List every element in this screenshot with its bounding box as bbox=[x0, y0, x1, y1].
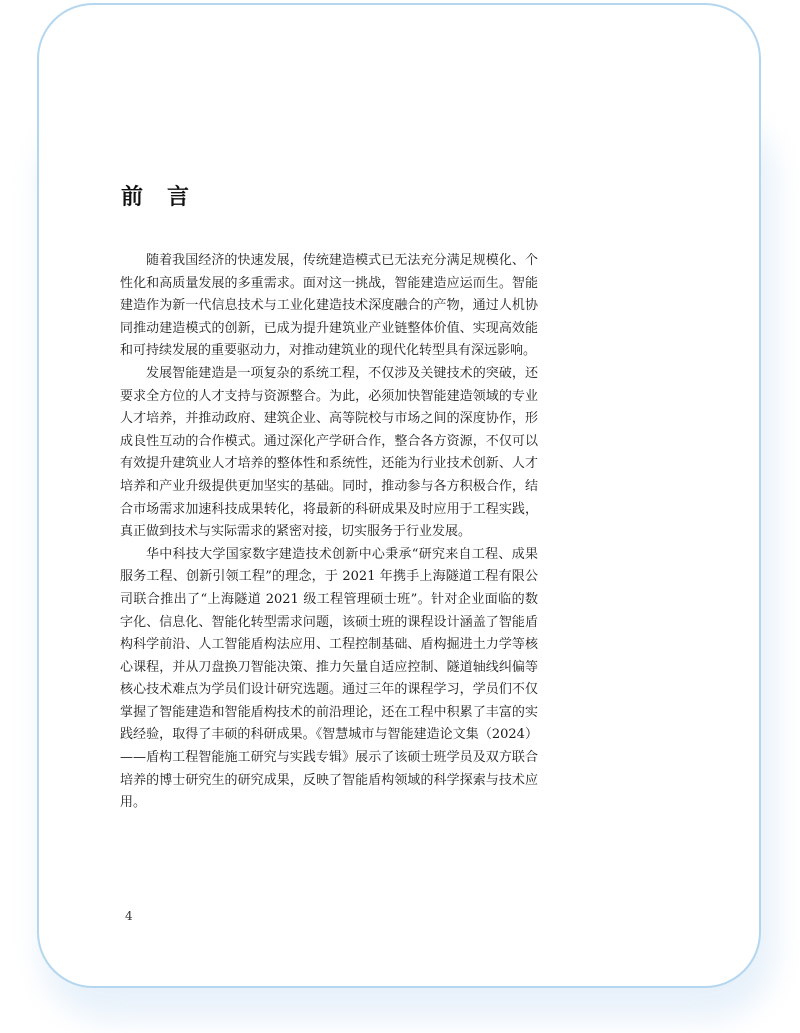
page-title: 前言 bbox=[121, 184, 214, 210]
paragraph: 华中科技大学国家数字建造技术创新中心秉承“研究来自工程、成果服务工程、创新引领工程”的理念，于 2021 年携手上海隧道工程有限公司联合推出了“上海隧道 2021 级工程管理硕士班”。针对企业面临的数字化、信息化、智能化转型需求问题，该硕士班的课程设计涵盖了智能盾构科学前沿、人工智能盾构法应用、工程控制基础、盾构掘进土力学等核心课程，并从刀盘换刀智能决策、推力矢量自适应控制、隧道轴线纠偏等核心技术难点为学员们设计研究选题。通过三年的课程学习，学员们不仅掌握了智能建造和智能盾构技术的前沿理论，还在工程中积累了丰富的实践经验，取得了丰硕的科研成果。《智慧城市与智能建造论文集（2024）——盾构工程智能施工研究与实践专辑》展示了该硕士班学员及双方联合培养的博士研究生的研究成果，反映了智能盾构领域的科学探索与技术应用。 bbox=[120, 546, 538, 811]
paragraph: 随着我国经济的快速发展，传统建造模式已无法充分满足规模化、个性化和高质量发展的多重需求。面对这一挑战，智能建造应运而生。智能建造作为新一代信息技术与工业化建造技术深度融合的产物，通过人机协同推动建造模式的创新，已成为提升建筑业产业链整体价值、实现高效能和可持续发展的重要驱动力，对推动建筑业的现代化转型具有深远影响。 bbox=[120, 253, 538, 359]
page-number: 4 bbox=[125, 909, 133, 923]
paragraph: 发展智能建造是一项复杂的系统工程，不仅涉及关键技术的突破，还要求全方位的人才支持与资源整合。为此，必须加快智能建造领域的专业人才培养，并推动政府、建筑企业、高等院校与市场之间的深度协作，形成良性互动的合作模式。通过深化产学研合作，整合各方资源，不仅可以有效提升建筑业人才培养的整体性和系统性，还能为行业技术创新、人才培养和产业升级提供更加坚实的基础。同时，推动参与各方积极合作，结合市场需求加速科技成果转化，将最新的科研成果及时应用于工程实践，真正做到技术与实际需求的紧密对接，切实服务于行业发展。 bbox=[120, 365, 538, 540]
body-text bbox=[120, 250, 538, 815]
